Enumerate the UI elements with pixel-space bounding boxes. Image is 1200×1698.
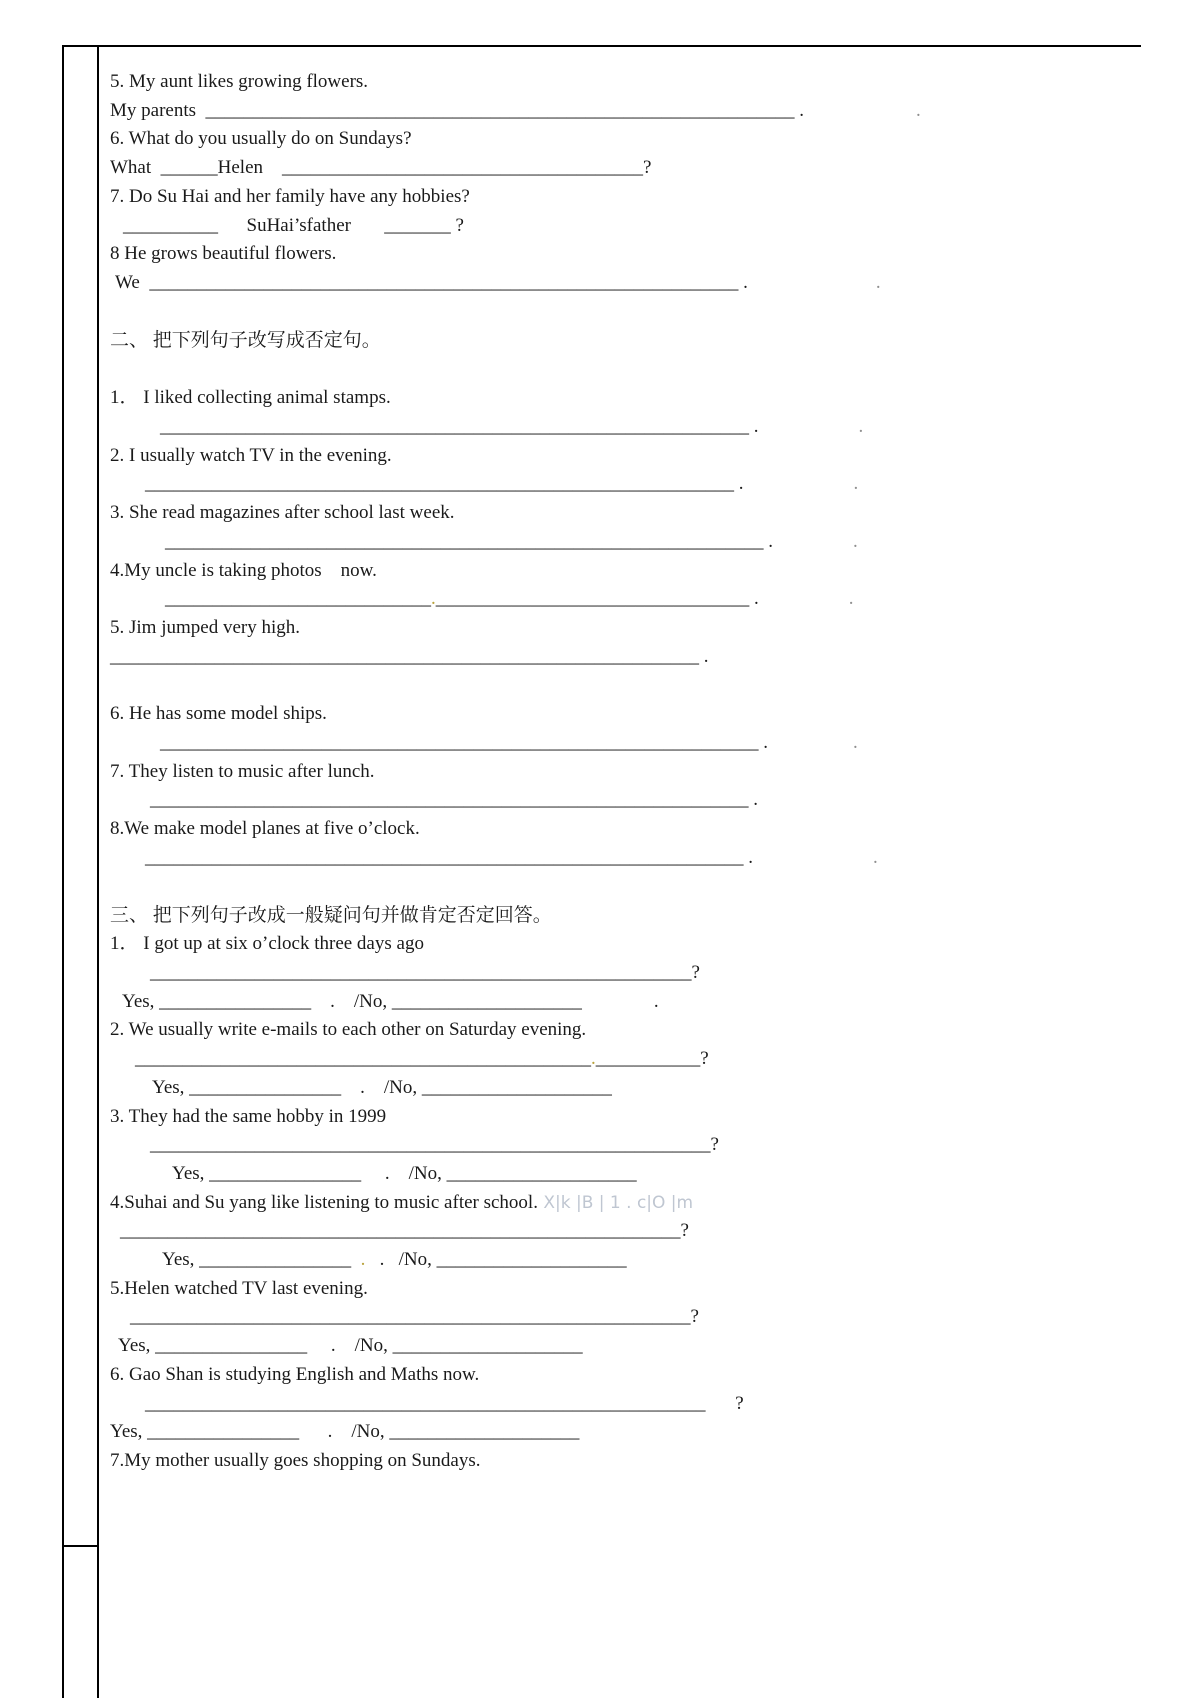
question-line (110, 1447, 1155, 1476)
text-segment: Yes, (110, 1421, 148, 1443)
answer-blank: _________________________________________________________ (150, 961, 692, 983)
question-line (110, 384, 1155, 413)
answer-line (110, 470, 1155, 499)
text-segment: 三、 把下列句子改成一般疑问句并做肯定否定回答。 (110, 904, 552, 926)
section-heading (110, 327, 1155, 356)
text-segment: 6. What do you usually do on Sundays? (110, 128, 412, 150)
answer-blank: ___________________________________________________________ (130, 1306, 691, 1328)
stray-mark: . (916, 99, 921, 121)
yes-no-line (110, 1160, 1155, 1189)
text-segment: ? (691, 961, 700, 983)
stray-mark: . (591, 1048, 596, 1070)
answer-line (110, 1303, 1155, 1332)
text-segment: 3. They had the same hobby in 1999 (110, 1105, 387, 1127)
answer-blank: ____________________ (389, 1421, 580, 1443)
answer-blank: ______________________________________________________________ (160, 416, 749, 438)
answer-blank: ____________________ (421, 1076, 612, 1098)
text-segment: SuHai’sfather (218, 214, 385, 236)
text-segment: . (758, 732, 768, 754)
text-segment: Yes, (122, 990, 160, 1012)
yes-no-line (110, 1332, 1155, 1361)
yes-no-line (110, 1418, 1155, 1447)
text-segment: 1． I liked collecting animal stamps. (110, 387, 391, 409)
answer-line (110, 97, 1155, 126)
stray-mark: . (848, 588, 854, 610)
stray-mark: . (873, 846, 878, 868)
answer-blank: ________________ (189, 1076, 342, 1098)
answer-line (110, 585, 1155, 614)
answer-line (110, 528, 1155, 557)
answer-blank: _______________________________________________________________ (165, 530, 764, 552)
question-line (110, 815, 1155, 844)
text-segment: . /No, (311, 990, 392, 1012)
answer-blank: ________________ (199, 1249, 352, 1271)
stray-mark: . (875, 271, 881, 293)
answer-line (110, 643, 1155, 672)
answer-blank: ____________________________ (165, 588, 431, 610)
text-segment: . (794, 99, 805, 121)
question-line (110, 758, 1155, 787)
yes-no-line (110, 1074, 1155, 1103)
table-border-top (62, 45, 1141, 47)
question-line (110, 442, 1155, 471)
answer-blank: _______________________________________________________________ (150, 789, 749, 811)
answer-blank: __________ (123, 214, 218, 236)
stray-mark: . (431, 588, 436, 610)
text-segment: What (110, 157, 161, 179)
text-segment: ? (450, 214, 464, 236)
question-line (110, 1103, 1155, 1132)
answer-blank: _______________________________________________________________ (160, 732, 759, 754)
answer-line (110, 844, 1155, 873)
answer-line (110, 959, 1155, 988)
text-segment: . /No, (341, 1076, 422, 1098)
text-segment: 5. Jim jumped very high. (110, 616, 300, 638)
answer-blank: ___________________________________________________________ (120, 1220, 681, 1242)
stray-mark: . (360, 1249, 366, 1271)
text-segment: . (734, 473, 744, 495)
section-heading (110, 902, 1155, 931)
stray-mark: . (858, 416, 864, 438)
text-segment: . /No, (361, 1162, 447, 1184)
text-segment: 1． I got up at six o’clock three days ago (110, 933, 424, 955)
answer-blank: ______________________________________________________________ (149, 271, 739, 293)
text-segment: 8 He grows beautiful flowers. (110, 243, 337, 265)
text-segment: ? (690, 1306, 699, 1328)
text-segment: Yes, (152, 1076, 190, 1098)
answer-line (110, 1131, 1155, 1160)
text-segment: ? (730, 1392, 744, 1414)
table-row-divider (62, 1545, 99, 1547)
text-segment: 二、 把下列句子改写成否定句。 (110, 329, 381, 351)
answer-line (110, 212, 1155, 241)
document-lines (110, 68, 1155, 1476)
answer-blank: ___________________________________________________________ (145, 1392, 706, 1414)
text-segment: . (749, 588, 759, 610)
question-line (110, 557, 1155, 586)
text-segment: . (699, 645, 709, 667)
text-segment: 5.Helen watched TV last evening. (110, 1277, 368, 1299)
text-segment: . /No, (307, 1335, 393, 1357)
answer-line (110, 1045, 1155, 1074)
text-segment: 2. I usually watch TV in the evening. (110, 444, 392, 466)
text-segment (351, 1249, 361, 1270)
answer-blank: ___________ (595, 1048, 701, 1070)
answer-blank: ________________ (209, 1162, 362, 1184)
answer-blank: ________________ (159, 990, 312, 1012)
answer-blank: _______ (384, 214, 451, 236)
text-segment: Yes, (118, 1335, 156, 1357)
text-segment: 6. He has some model ships. (110, 703, 327, 725)
question-line (110, 930, 1155, 959)
text-segment: 6. Gao Shan is studying English and Maths now. (110, 1363, 480, 1385)
text-segment: 5. My aunt likes growing flowers. (110, 71, 369, 92)
answer-line (110, 729, 1155, 758)
answer-blank: ______________________________________________________________ (205, 99, 795, 121)
stray-mark: . (853, 473, 859, 495)
yes-no-line (110, 1246, 1155, 1275)
answer-line (110, 786, 1155, 815)
text-segment: ? (700, 1048, 709, 1070)
answer-blank: ______ (160, 157, 218, 179)
stray-mark: . (853, 530, 858, 552)
question-line (110, 1016, 1155, 1045)
text-segment: . (748, 789, 758, 811)
text-segment: . (763, 530, 773, 552)
text-segment: 2. We usually write e-mails to each other on Saturday evening. (110, 1019, 587, 1041)
question-line (110, 240, 1155, 269)
answer-blank: ______________________________________ (282, 157, 644, 179)
table-border-left-inner (97, 45, 99, 1698)
text-segment: My parents (110, 99, 206, 121)
text-segment: We (115, 271, 150, 293)
text-segment: Helen (217, 157, 283, 179)
text-segment: 3. She read magazines after school last week. (110, 502, 455, 524)
text-segment: 4.Suhai and Su yang like listening to music after school. (110, 1191, 538, 1213)
text-segment: 7.My mother usually goes shopping on Sundays. (110, 1449, 481, 1471)
answer-blank: _________________________________ (435, 588, 750, 610)
answer-blank: ________________________________________________ (135, 1048, 591, 1070)
question-line (110, 1361, 1155, 1390)
answer-blank: _______________________________________________________________ (145, 846, 744, 868)
text-segment: Yes, (162, 1249, 200, 1271)
watermark-text: X|k |B | 1 . c|O |m (537, 1192, 694, 1213)
question-line (110, 1275, 1155, 1304)
answer-line (110, 154, 1155, 183)
text-segment: ? (643, 157, 652, 179)
text-segment: ? (680, 1220, 689, 1242)
text-segment: 7. They listen to music after lunch. (110, 760, 375, 782)
answer-blank: ____________________ (446, 1162, 637, 1184)
question-line (110, 614, 1155, 643)
text-segment: 7. Do Su Hai and her family have any hobbies? (110, 185, 470, 207)
text-segment: . (738, 271, 748, 293)
answer-line (110, 1217, 1155, 1246)
answer-blank: ________________ (147, 1421, 300, 1443)
text-segment: 8.We make model planes at five o’clock. (110, 818, 420, 840)
answer-blank: ______________________________________________________________ (110, 645, 699, 667)
text-segment: . (749, 416, 759, 438)
text-segment: Yes, (172, 1162, 210, 1184)
question-line (110, 68, 1155, 97)
answer-line (110, 413, 1155, 442)
yes-no-line (110, 988, 1155, 1017)
answer-blank: ___________________________________________________________ (150, 1134, 711, 1156)
text-segment: . /No, (365, 1249, 437, 1271)
stray-mark: . (853, 732, 858, 754)
text-segment: . (653, 990, 659, 1012)
question-line (110, 1189, 1155, 1218)
answer-blank: ____________________ (392, 1335, 583, 1357)
table-border-left-outer (62, 45, 64, 1698)
text-segment: . (743, 846, 753, 868)
question-line (110, 499, 1155, 528)
answer-line (110, 269, 1155, 298)
answer-blank: ____________________ (436, 1249, 627, 1271)
text-segment: 4.My uncle is taking photos now. (110, 559, 377, 581)
text-segment: . /No, (299, 1421, 390, 1443)
answer-line (110, 1390, 1155, 1419)
answer-blank: ________________ (155, 1335, 308, 1357)
answer-blank: ____________________ (391, 990, 582, 1012)
question-line (110, 700, 1155, 729)
text-segment: ? (710, 1134, 719, 1156)
question-line (110, 125, 1155, 154)
answer-blank: ______________________________________________________________ (145, 473, 734, 495)
question-line (110, 183, 1155, 212)
